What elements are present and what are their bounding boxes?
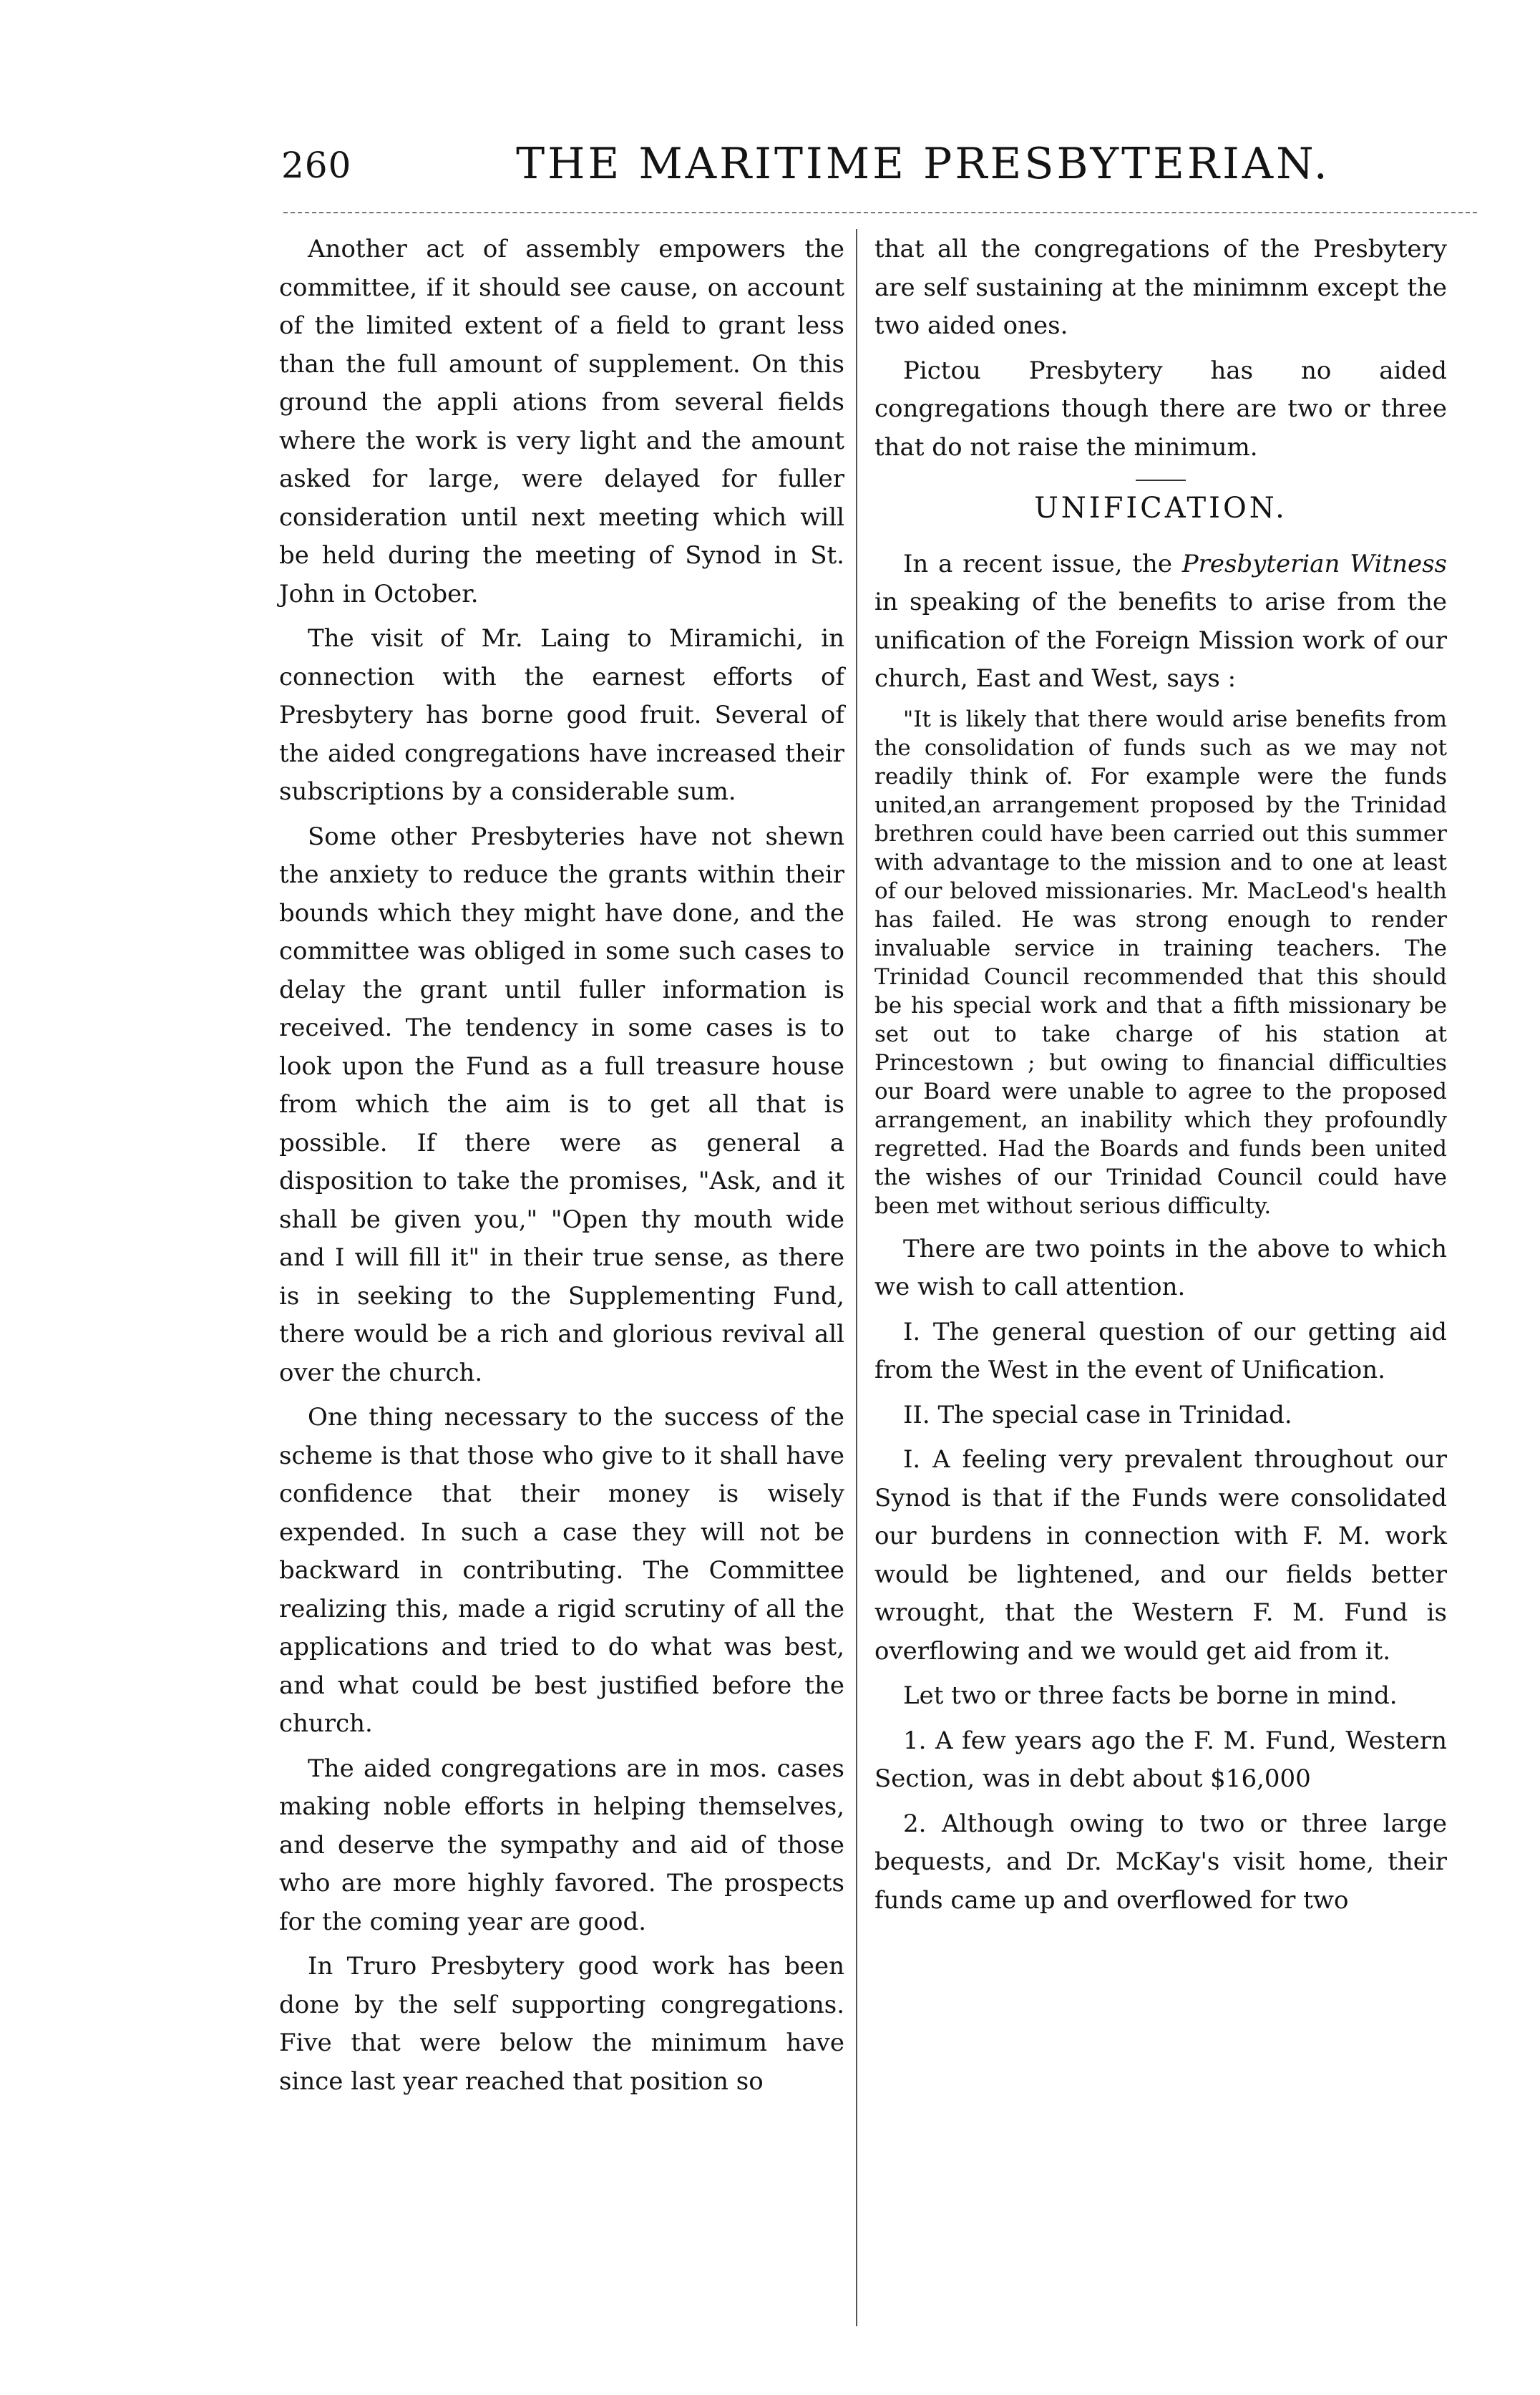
left-column: [279, 230, 844, 2107]
paragraph: In Truro Presbytery good work has been done by the self supporting congregations. Five that were below the minimum have since last year reached that position so: [279, 1952, 844, 2096]
paragraph: 1. A few years ago the F. M. Fund, Western Section, was in debt about $16,000: [874, 1726, 1447, 1793]
paragraph: The visit of Mr. Laing to Miramichi, in connection with the earnest efforts of Presbytery has borne good fruit. Several of the aided congregations have increased their subscriptions by a considerable sum.: [279, 624, 844, 806]
page-number: 260: [281, 145, 352, 186]
text-run: In a recent issue, the: [903, 549, 1182, 578]
paragraph: [874, 545, 1447, 699]
paragraph: There are two points in the above to which we wish to call attention.: [874, 1234, 1447, 1301]
paragraph: I. A feeling very prevalent throughout our Synod is that if the Funds were consolidated our burdens in connection with F. M. work would be lightened, and our fields better wrought, that the Western F. M. Fund is overflowing and we would get aid from it.: [874, 1445, 1447, 1666]
paragraph: Some other Presbyteries have not shewn the anxiety to reduce the grants within their bounds which they might have done, and the committee was obliged in some such cases to delay the grant until fuller information is received. The tendency in some cases is to look upon the Fund as a full treasure house from which the aim is to get all that is possible. If there were as general a disposition to take the promises, "Ask, and it shall be given you," "Open thy mouth wide and I will fill it" in their true sense, as there is in seeking to the Supplementing Fund, there would be a rich and glorious revival all over the church.: [279, 822, 844, 1387]
quote-text: "It is likely that there would arise benefits from the consolidation of funds such as we may not readily think of. For example were the funds united,an arrangement proposed by the Trinidad brethren could have been carried out this summer with advantage to the mission and to one at least of our beloved missionaries. Mr. MacLeod's health has failed. He was strong enough to render invaluable service in training teachers. The Trinidad Council recommended that this should be his special work and that a fifth missionary be set out to take charge of his station at Princestown ; but owing to financial difficulties our Board were unable to agree to the proposed arrangement, an inability which they profoundly regretted. Had the Boards and funds been united the wishes of our Trinidad Council could have been met without serious difficulty.: [874, 706, 1447, 1219]
page-header: [0, 136, 1540, 200]
paragraph: One thing necessary to the success of the scheme is that those who give to it shall have confidence that their money is wisely expended. In such a case they will not be backward in contributing. The Committee realizing this, made a rigid scrutiny of all the applications and tried to do what was best, and what could be best justified before the church.: [279, 1403, 844, 1738]
block-quote: [874, 705, 1447, 1220]
paragraph: II. The special case in Trinidad.: [903, 1400, 1292, 1429]
text-run: in speaking of the benefits to arise from the unification of the Foreign Mission work of our church, East and West, says :: [874, 588, 1447, 693]
running-title: THE MARITIME PRESBYTERIAN.: [516, 139, 1330, 189]
publication-title: Presbyterian Witness: [1181, 549, 1447, 578]
paragraph: Another act of assembly empowers the committee, if it should see cause, on account of the limited extent of a field to grant less than the full amount of supplement. On this ground the appli ations from several fields where the work is very light and the amount asked for large, were delayed for fuller consideration until next meeting which will be held during the meeting of Synod in St. John in October.: [279, 235, 844, 608]
paragraph: 2. Although owing to two or three large bequests, and Dr. McKay's visit home, their funds came up and overflowed for two: [874, 1809, 1447, 1915]
paragraph: I. The general question of our getting aid from the West in the event of Unification.: [874, 1317, 1447, 1384]
paragraph: Let two or three facts be borne in mind.: [903, 1681, 1398, 1710]
header-rule: [283, 212, 1477, 213]
paragraph: The aided congregations are in mos. cases making noble efforts in helping themselves, and deserve the sympathy and aid of those who are more highly favored. The prospects for the coming year are good.: [279, 1754, 844, 1936]
paragraph: that all the congregations of the Presbytery are self sustaining at the minimnm except the two aided ones.: [874, 235, 1447, 340]
section-heading: UNIFICATION.: [874, 480, 1447, 528]
column-divider: [856, 229, 857, 2326]
paragraph: Pictou Presbytery has no aided congregations though there are two or three that do not raise the minimum.: [874, 356, 1447, 462]
right-column: [874, 230, 1447, 1926]
